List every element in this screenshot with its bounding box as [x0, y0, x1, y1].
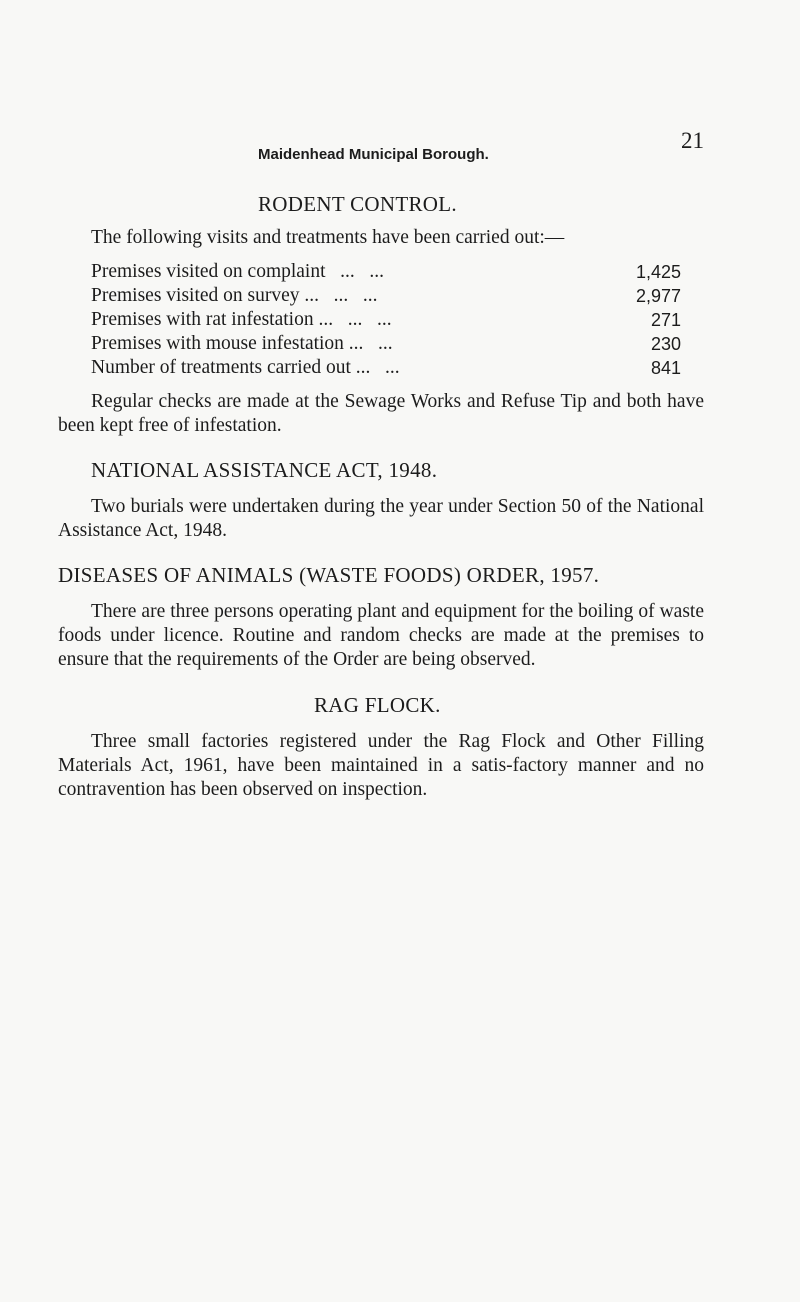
rag-flock-paragraph: Three small factories registered under the Rag Flock and Other Filling Materials Act, 1961, have been maintained in a satis-factory manner and no contravention has been observed on inspection.	[58, 731, 704, 800]
rodent-control-paragraph: Regular checks are made at the Sewage Works and Refuse Tip and both have been kept free of infestation.	[58, 391, 704, 436]
diseases-paragraph: There are three persons operating plant and equipment for the boiling of waste foods under licence. Routine and random checks are made at the premises to ensure that the requirements of the Order are being observed.	[58, 601, 704, 670]
national-assistance-heading: NATIONAL ASSISTANCE ACT, 1948.	[91, 458, 438, 482]
stat-label: Premises visited on survey ... ... ...	[91, 285, 378, 306]
stat-label: Premises with rat infestation ... ... ...	[91, 309, 392, 330]
stat-value: 841	[650, 358, 681, 378]
national-assistance-paragraph: Two burials were undertaken during the year under Section 50 of the National Assistance Act, 1948.	[58, 496, 704, 541]
stat-value: 271	[650, 310, 681, 330]
stat-value: 1,425	[635, 262, 681, 282]
rodent-control-heading: RODENT CONTROL.	[258, 192, 457, 216]
stat-row-rat-infestation	[91, 308, 681, 332]
rodent-control-intro: The following visits and treatments have been carried out:—	[91, 227, 565, 248]
stat-row-complaint	[91, 260, 681, 284]
page-number: 21	[681, 128, 704, 153]
stat-value: 2,977	[635, 286, 681, 306]
page-header: Maidenhead Municipal Borough.	[258, 146, 489, 163]
stat-label: Number of treatments carried out ... ...	[91, 357, 400, 378]
stat-row-survey	[91, 284, 681, 308]
stat-row-mouse-infestation	[91, 332, 681, 356]
stat-value: 230	[650, 334, 681, 354]
stat-row-treatments	[91, 356, 681, 380]
stat-label: Premises visited on complaint ... ...	[91, 261, 385, 282]
rag-flock-heading: RAG FLOCK.	[314, 693, 441, 717]
rodent-stats-list	[91, 260, 681, 380]
diseases-heading: DISEASES OF ANIMALS (WASTE FOODS) ORDER, 1957.	[58, 563, 600, 587]
stat-label: Premises with mouse infestation ... ...	[91, 333, 393, 354]
